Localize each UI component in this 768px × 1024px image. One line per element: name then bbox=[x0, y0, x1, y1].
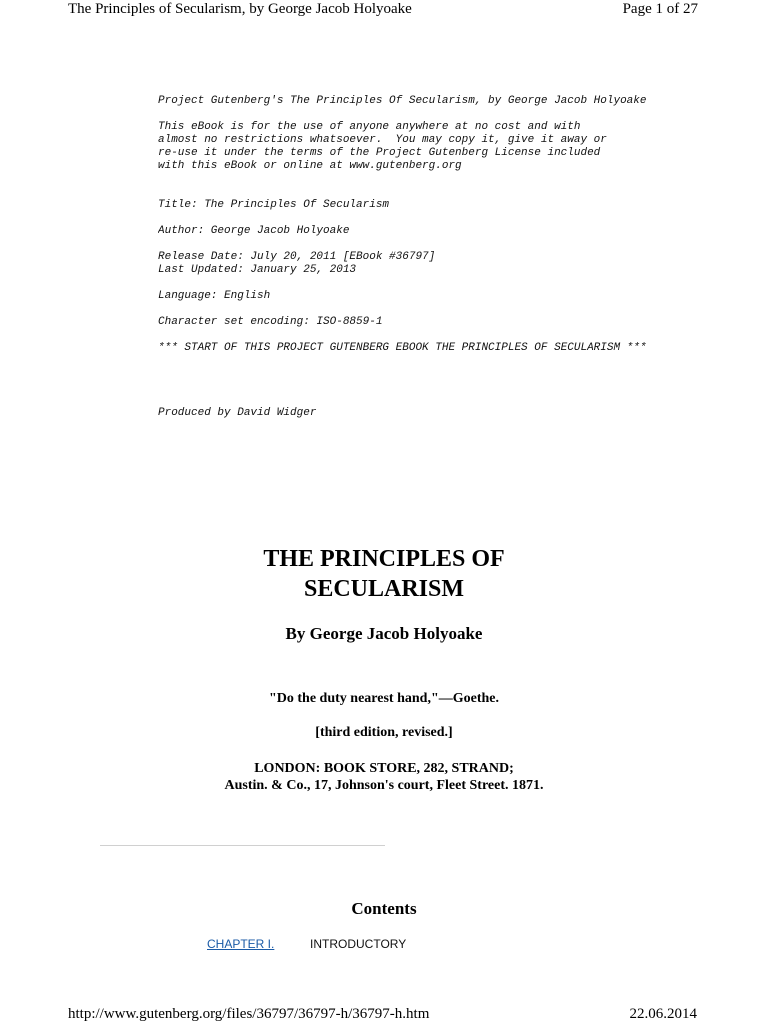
author-metadata: Author: George Jacob Holyoake bbox=[158, 225, 350, 237]
language-metadata: Language: English bbox=[158, 290, 271, 302]
publisher-line-1: LONDON: BOOK STORE, 282, STRAND; bbox=[254, 761, 514, 776]
chapter-1-title: INTRODUCTORY bbox=[310, 937, 407, 951]
contents-heading: Contents bbox=[351, 899, 417, 918]
epigraph: "Do the duty nearest hand,"—Goethe. bbox=[269, 691, 499, 706]
gutenberg-first-line: Project Gutenberg's The Principles Of Secularism, by George Jacob Holyoake bbox=[158, 95, 647, 107]
charset-metadata: Character set encoding: ISO-8859-1 bbox=[158, 316, 383, 328]
chapter-1-link[interactable]: CHAPTER I. bbox=[207, 937, 275, 951]
book-title-line-2: SECULARISM bbox=[303, 576, 465, 602]
print-header-title: The Principles of Secularism, by George Jacob Holyoake bbox=[68, 1, 412, 17]
page-indicator: Page 1 of 27 bbox=[622, 1, 698, 17]
start-marker-line: *** START OF THIS PROJECT GUTENBERG EBOOK THE PRINCIPLES OF SECULARISM *** bbox=[158, 342, 647, 354]
horizontal-divider bbox=[100, 845, 385, 846]
release-metadata: Release Date: July 20, 2011 [EBook #36797] Last Updated: January 25, 2013 bbox=[158, 251, 436, 276]
author-byline: By George Jacob Holyoake bbox=[285, 624, 483, 643]
publisher-line-2: Austin. & Co., 17, Johnson's court, Fleet Street. 1871. bbox=[224, 778, 544, 793]
footer-date: 22.06.2014 bbox=[629, 1006, 697, 1022]
toc-row bbox=[207, 937, 407, 952]
produced-by-line: Produced by David Widger bbox=[158, 407, 317, 419]
footer-url: http://www.gutenberg.org/files/36797/36797-h/36797-h.htm bbox=[68, 1006, 430, 1022]
book-title-line-1: THE PRINCIPLES OF bbox=[263, 546, 505, 572]
edition-note: [third edition, revised.] bbox=[315, 725, 453, 740]
title-metadata: Title: The Principles Of Secularism bbox=[158, 199, 390, 211]
license-paragraph: This eBook is for the use of anyone anywhere at no cost and with almost no restrictions whatsoever. You may copy it, give it away or re-use it under the terms of the Project Gutenberg License included with this eBook or online at www.gutenberg.org bbox=[158, 121, 607, 172]
